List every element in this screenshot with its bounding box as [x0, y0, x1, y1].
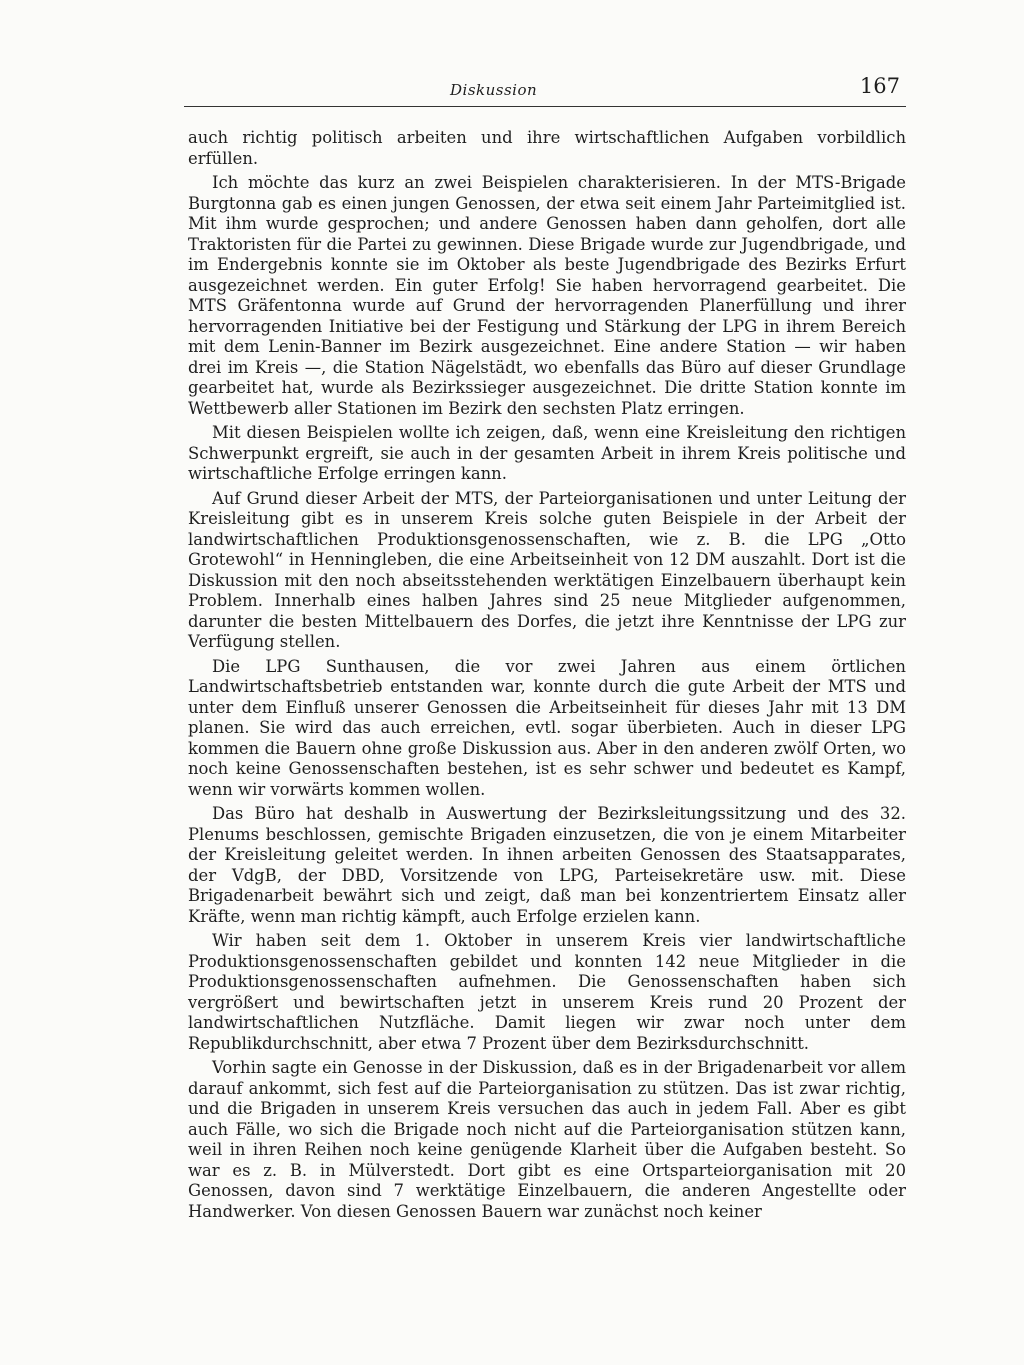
running-title: Diskussion: [450, 81, 538, 99]
page-number: 167: [859, 74, 900, 98]
header-rule: [184, 106, 906, 107]
page-header: [184, 74, 906, 104]
paragraph: Die LPG Sunthausen, die vor zwei Jahren aus einem örtlichen Landwirtschaftsbetrieb entstanden war, konnte durch die gute Arbeit der MTS und unter dem Einfluß unserer Genossen die Arbeitseinheit für dieses Jahr mit 13 DM planen. Sie wird das auch erreichen, evtl. sogar überbieten. Auch in dieser LPG kommen die Bauern ohne große Diskussion aus. Aber in den anderen zwölf Orten, wo noch keine Genossenschaften bestehen, ist es sehr schwer und bedeutet es Kampf, wenn wir vorwärts kommen wollen.: [188, 656, 906, 799]
paragraph: Auf Grund dieser Arbeit der MTS, der Parteiorganisationen und unter Leitung der Kreisleitung gibt es in unserem Kreis solche guten Beispiele in der Arbeit der landwirtschaftlichen Produktionsgenossenschaften, wie z. B. die LPG „Otto Grotewohl“ in Henningleben, die eine Arbeitseinheit von 12 DM auszahlt. Dort ist die Diskussion mit den noch abseitsstehenden werktätigen Einzelbauern überhaupt kein Problem. Innerhalb eines halben Jahres sind 25 neue Mitglieder aufgenommen, darunter die besten Mittelbauern des Dorfes, die jetzt ihre Kenntnisse der LPG zur Verfügung stellen.: [188, 488, 906, 651]
paragraph: Ich möchte das kurz an zwei Beispielen charakterisieren. In der MTS-Brigade Burgtonna gab es einen jungen Genossen, der etwa seit einem Jahr Parteimitglied ist. Mit ihm wurde gesprochen; und andere Genossen haben dann geholfen, dort alle Traktoristen für die Partei zu gewinnen. Diese Brigade wurde zur Jugendbrigade, und im Endergebnis konnte sie im Oktober als beste Jugendbrigade des Bezirks Erfurt ausgezeichnet werden. Ein guter Erfolg! Sie haben hervorragend gearbeitet. Die MTS Gräfentonna wurde auf Grund der hervorragenden Planerfüllung und ihrer hervorragenden Initiative bei der Festigung und Stärkung der LPG in ihrem Bereich mit dem Lenin-Banner im Bezirk ausgezeichnet. Eine andere Station — wir haben drei im Kreis —, die Station Nägelstädt, wo ebenfalls das Büro auf dieser Grundlage gearbeitet hat, wurde als Bezirkssieger ausgezeichnet. Die dritte Station konnte im Wettbewerb aller Stationen im Bezirk den sechsten Platz erringen.: [188, 173, 906, 418]
paragraph: Vorhin sagte ein Genosse in der Diskussion, daß es in der Brigadenarbeit vor allem darauf ankommt, sich fest auf die Parteiorganisation zu stützen. Das ist zwar richtig, und die Brigaden in unserem Kreis versuchen das auch in jedem Fall. Aber es gibt auch Fälle, wo sich die Brigade noch nicht auf die Parteiorganisation stützen kann, weil in ihren Reihen noch keine genügende Klarheit über die Aufgaben besteht. So war es z. B. in Mülverstedt. Dort gibt es eine Ortsparteiorganisation mit 20 Genossen, davon sind 7 werktätige Einzelbauern, die anderen Angestellte oder Handwerker. Von diesen Genossen Bauern war zunächst noch keiner: [188, 1058, 906, 1221]
body-text: [188, 128, 906, 1226]
paragraph: Mit diesen Beispielen wollte ich zeigen, daß, wenn eine Kreisleitung den richtigen Schwerpunkt ergreift, sie auch in der gesamten Arbeit in ihrem Kreis politische und wirtschaftliche Erfolge erringen kann.: [188, 423, 906, 483]
paragraph: Wir haben seit dem 1. Oktober in unserem Kreis vier landwirtschaftliche Produktionsgenossenschaften gebildet und konnten 142 neue Mitglieder in die Produktionsgenossenschaften aufnehmen. Die Genossenschaften haben sich vergrößert und bewirtschaften jetzt in unserem Kreis rund 20 Prozent der landwirtschaftlichen Nutzfläche. Damit liegen wir zwar noch unter dem Republikdurchschnitt, aber etwa 7 Prozent über dem Bezirksdurchschnitt.: [188, 931, 906, 1053]
paragraph: Das Büro hat deshalb in Auswertung der Bezirksleitungssitzung und des 32. Plenums beschlossen, gemischte Brigaden einzusetzen, die von je einem Mitarbeiter der Kreisleitung geleitet werden. In ihnen arbeiten Genossen des Staatsapparates, der VdgB, der DBD, Vorsitzende von LPG, Parteisekretäre usw. mit. Diese Brigadenarbeit bewährt sich und zeigt, daß man bei konzentriertem Einsatz aller Kräfte, wenn man richtig kämpft, auch Erfolge erzielen kann.: [188, 804, 906, 926]
paragraph: auch richtig politisch arbeiten und ihre wirtschaftlichen Aufgaben vorbildlich erfüllen.: [188, 128, 906, 168]
